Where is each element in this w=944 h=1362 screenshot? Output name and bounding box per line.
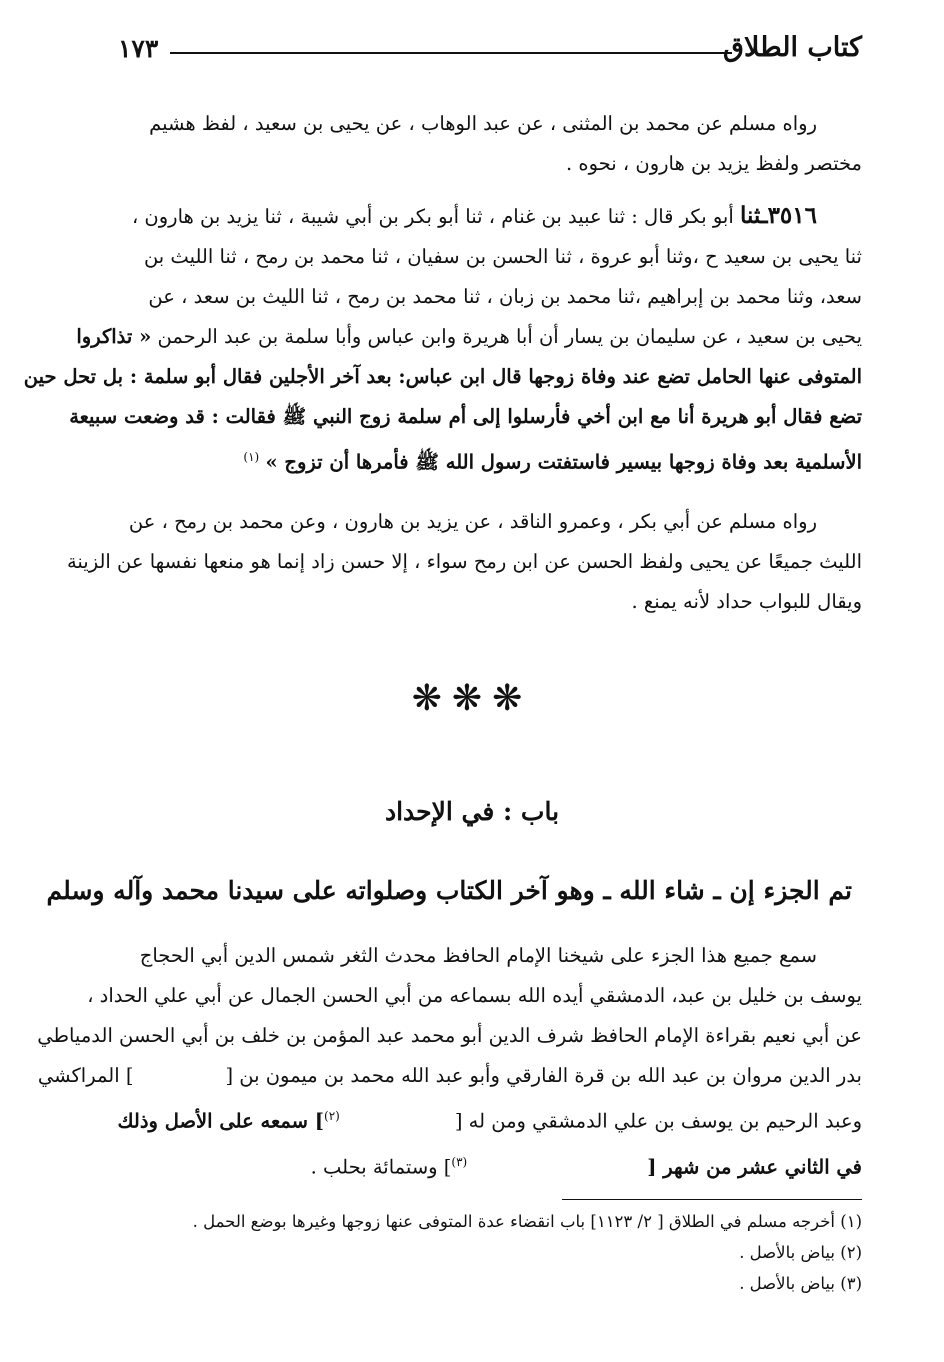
hadith-line-7 <box>110 437 862 483</box>
text-line: رواه مسلم عن محمد بن المثنى ، عن عبد الوهاب ، عن يحيى بن سعيد ، لفظ هشيم <box>149 112 817 135</box>
footnotes <box>110 1206 862 1299</box>
text-line <box>110 1096 862 1142</box>
footnote-marker: (١) <box>243 450 260 464</box>
footnote-2: (٢) بياض بالأصل . <box>739 1243 862 1262</box>
hadith-line-4 <box>76 317 862 357</box>
text-line: رواه مسلم عن أبي بكر ، وعمرو الناقد ، عن يزيد بن هارون ، وعن محمد بن رمح ، عن <box>128 510 817 533</box>
colophon-heading: تم الجزء إن ـ شاء الله ـ وهو آخر الكتاب وصلواته على سيدنا محمد وآله وسلم <box>46 876 852 905</box>
colophon-paragraph <box>37 936 862 1187</box>
narration-paragraph-2 <box>66 502 862 622</box>
text-line: عن أبي نعيم بقراءة الإمام الحافظ شرف الدين أبو محمد عبد المؤمن بن خلف بن أبي الحسن الدمياطي <box>37 1024 862 1047</box>
footnote-1: (١) أخرجه مسلم في الطلاق [ ٢/ ١١٢٣] باب انقضاء عدة المتوفى عنها زوجها وغيرها بوضع الحمل . <box>192 1212 862 1231</box>
running-title: كتاب الطلاق <box>723 32 862 63</box>
text-line: الليث جميعًا عن يحيى ولفظ الحسن عن ابن رمح سواء ، إلا حسن زاد إنما هو منعها نفسها عن الزينة <box>66 550 862 573</box>
hadith-number-word: ثنا <box>739 202 761 229</box>
text-segment: ] المراكشي <box>37 1064 134 1087</box>
text-segment: يحيى بن سعيد ، عن سليمان بن يسار أن أبا هريرة وابن عباس وأبا سلمة بن عبد الرحمن <box>151 325 862 348</box>
footnote-marker: (٣) <box>451 1154 468 1169</box>
text-line: مختصر ولفظ يزيد بن هارون ، نحوه . <box>565 152 862 175</box>
text-line <box>110 1142 862 1188</box>
text-segment: الأسلمية بعد وفاة زوجها بيسير فاستفتت رسول الله ﷺ فأمرها أن تزوج » <box>265 450 862 474</box>
text-segment: وعبد الرحيم بن يوسف بن علي الدمشقي ومن له [ <box>454 1109 862 1133</box>
chapter-heading: باب : في الإحداد <box>384 797 560 826</box>
hadith-number: ٣٥١٦ـ <box>760 202 817 229</box>
narration-paragraph-1 <box>110 104 862 184</box>
page-number: ١٧٣ <box>118 34 159 63</box>
hadith-line-6: تضع فقال أبو هريرة أنا مع ابن أخي فأرسلوا إلى أم سلمة زوج النبي ﷺ فقالت : قد وضعت سبيعة <box>69 405 862 428</box>
header-rule <box>170 52 732 54</box>
text-segment: ] سمعه على الأصل وذلك <box>117 1109 324 1133</box>
text-segment: ] وستمائة بحلب . <box>310 1155 452 1178</box>
hadith-line-1 <box>110 196 862 237</box>
hadith-matn-start: « تذاكروا <box>76 325 152 348</box>
hadith-line-2: ثنا يحيى بن سعيد ح ،وثنا أبو عروة ، ثنا الحسن بن سفيان ، ثنا محمد بن رمح ، ثنا الليث بن <box>143 245 862 268</box>
section-separator: ❋❋❋ <box>411 678 533 719</box>
text-segment: أبو بكر قال : ثنا عبيد بن غنام ، ثنا أبو بكر بن أبي شيبة ، ثنا يزيد بن هارون ، <box>131 205 740 228</box>
text-line: سمع جميع هذا الجزء على شيخنا الإمام الحافظ محدث الثغر شمس الدين أبي الحجاج <box>139 944 817 967</box>
footnote-marker: (٢) <box>324 1109 340 1123</box>
page-header <box>118 32 862 72</box>
text-line: يوسف بن خليل بن عبد، الدمشقي أيده الله بسماعه من أبي الحسن الجمال عن أبي علي الحداد ، <box>87 984 862 1007</box>
hadith-line-5: المتوفى عنها الحامل تضع عند وفاة زوجها قال ابن عباس: بعد آخر الأجلين فقال أبو سلمة : بل تحل حين <box>23 365 862 388</box>
text-line: ويقال للبواب حداد لأنه يمنع . <box>631 590 862 613</box>
hadith-block <box>23 196 862 483</box>
footnote-3: (٣) بياض بالأصل . <box>739 1274 862 1293</box>
text-line <box>37 1056 862 1096</box>
hadith-line-3: سعد، وثنا محمد بن إبراهيم ،ثنا محمد بن زبان ، ثنا محمد بن رمح ، ثنا الليث بن سعد ، عن <box>148 285 862 308</box>
text-segment: في الثاني عشر من شهر [ <box>647 1155 862 1178</box>
text-segment: بدر الدين مروان بن عبد الله بن قرة الفارقي وأبو عبد الله محمد بن ميمون بن [ <box>225 1064 862 1087</box>
footnote-separator <box>562 1199 862 1200</box>
